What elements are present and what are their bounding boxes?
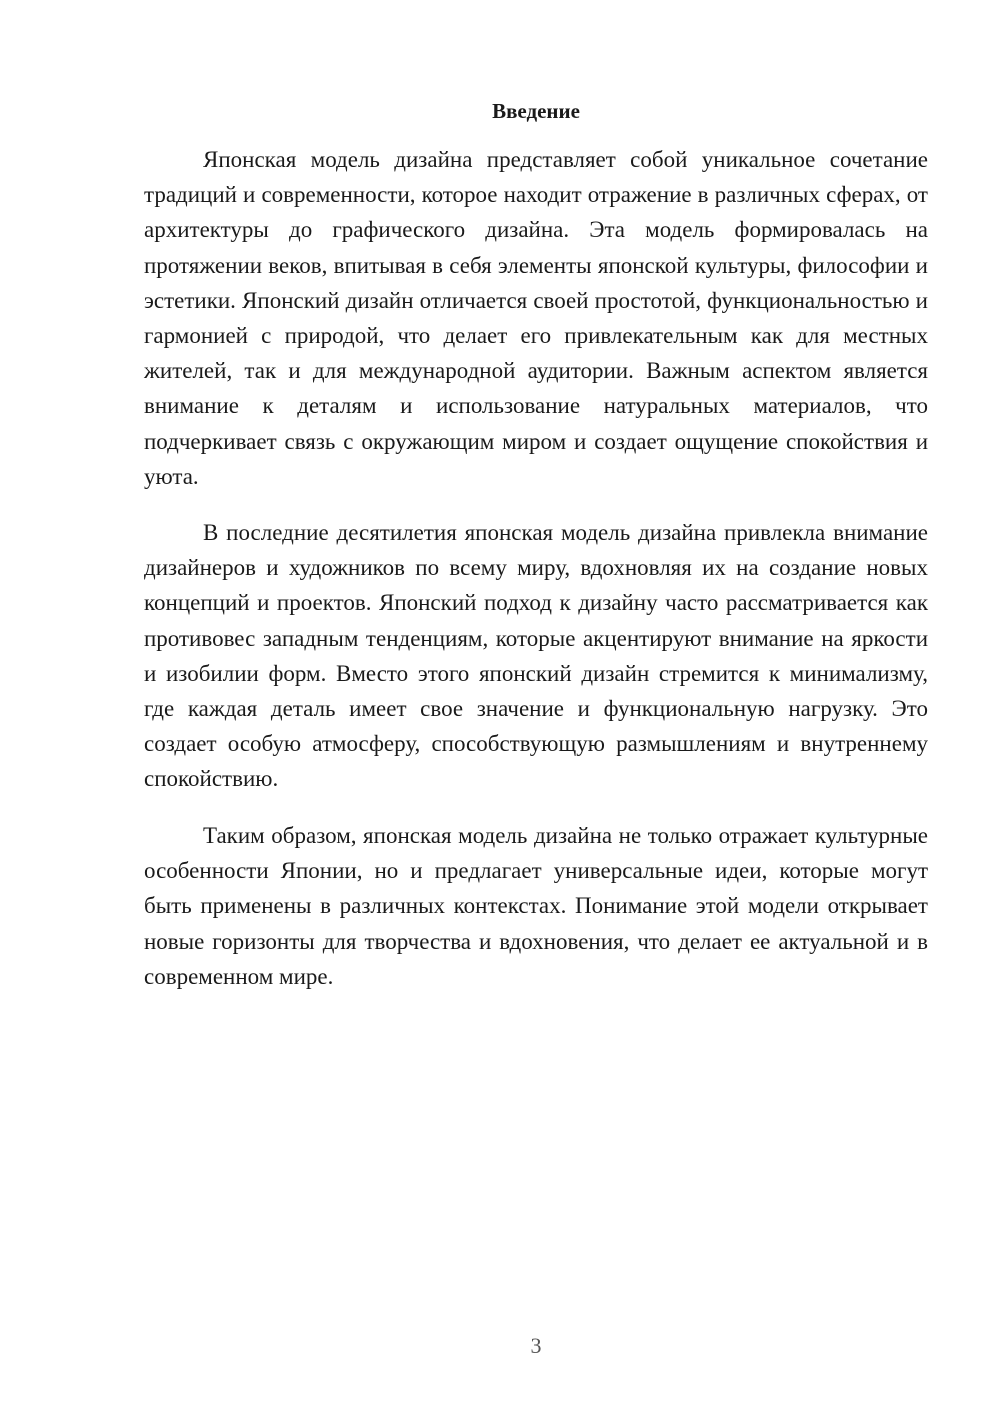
section-title: Введение [492, 99, 580, 123]
page-number: 3 [530, 1333, 542, 1358]
body-paragraph-1: Японская модель дизайна представляет собой уникальное сочетание традиций и современности, которое находит отражение в различных сферах, от архитектуры до графического дизайна. Эта модель формировалась на протяжении веков, впитывая в себя элементы японской культуры, философии и эстетики. Японский дизайн отличается своей простотой, функциональностью и гармонией с природой, что делает его привлекательным как для местных жителей, так и для международной аудитории. Важным аспектом является внимание к деталям и использование натуральных материалов, что подчеркивает связь с окружающим миром и создает ощущение спокойствия и уюта. [144, 147, 928, 489]
body-paragraph-3: Таким образом, японская модель дизайна не только отражает культурные особенности Японии, но и предлагает универсальные идеи, которые могут быть применены в различных контекстах. Понимание этой модели открывает новые горизонты для творчества и вдохновения, что делает ее актуальной и в современном мире. [144, 823, 928, 989]
body-paragraph-2: В последние десятилетия японская модель дизайна привлекла внимание дизайнеров и художников по всему миру, вдохновляя их на создание новых концепций и проектов. Японский подход к дизайну часто рассматривается как противовес западным тенденциям, которые акцентируют внимание на яркости и изобилии форм. Вместо этого японский дизайн стремится к минимализму, где каждая деталь имеет свое значение и функциональную нагрузку. Это создает особую атмосферу, способствующую размышлениям и внутреннему спокойствию. [144, 520, 928, 792]
